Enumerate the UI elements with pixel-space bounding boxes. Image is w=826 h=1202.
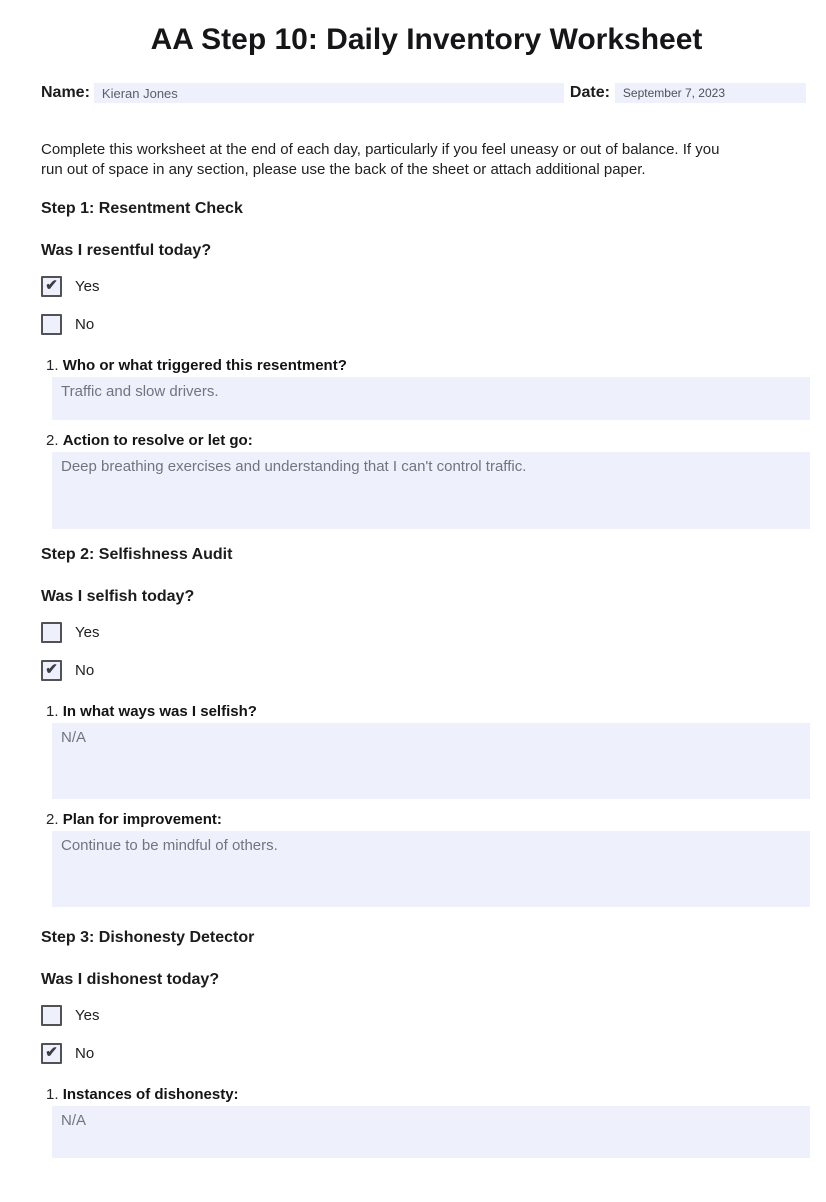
question-prompt bbox=[41, 357, 812, 375]
question-text: Plan for improvement: bbox=[62, 811, 222, 828]
option-row-no bbox=[41, 660, 812, 681]
question-item bbox=[41, 811, 812, 907]
question-text: Action to resolve or let go: bbox=[62, 432, 253, 449]
answer-textarea[interactable]: N/A bbox=[52, 723, 810, 799]
checkmark-icon: ✔ bbox=[45, 277, 58, 294]
section-dishonesty-detector bbox=[41, 929, 812, 1158]
section-heading: Step 3: Dishonesty Detector bbox=[41, 929, 255, 946]
option-row-yes bbox=[41, 1005, 812, 1026]
question-item bbox=[41, 703, 812, 799]
question-item bbox=[41, 1086, 812, 1158]
section-resentment-check bbox=[41, 200, 812, 529]
question-text: In what ways was I selfish? bbox=[62, 703, 257, 720]
page-title: AA Step 10: Daily Inventory Worksheet bbox=[150, 23, 703, 56]
no-checkbox[interactable] bbox=[41, 660, 62, 681]
checkmark-icon: ✔ bbox=[45, 1044, 58, 1061]
option-label-no: No bbox=[75, 1045, 95, 1062]
question-number: 1. bbox=[46, 357, 59, 374]
section-heading: Step 1: Resentment Check bbox=[41, 200, 243, 217]
no-checkbox[interactable] bbox=[41, 1043, 62, 1064]
yes-checkbox[interactable] bbox=[41, 622, 62, 643]
option-label-yes: Yes bbox=[75, 278, 100, 295]
section-question: Was I selfish today? bbox=[41, 588, 195, 605]
question-item bbox=[41, 432, 812, 529]
question-text: Instances of dishonesty: bbox=[62, 1086, 239, 1103]
name-input[interactable]: Kieran Jones bbox=[94, 83, 564, 103]
name-label: Name: bbox=[41, 84, 90, 101]
no-checkbox[interactable] bbox=[41, 314, 62, 335]
option-label-yes: Yes bbox=[75, 1007, 100, 1024]
question-prompt bbox=[41, 811, 812, 829]
checkmark-icon: ✔ bbox=[45, 661, 58, 678]
answer-textarea[interactable]: N/A bbox=[52, 1106, 810, 1158]
yes-checkbox[interactable] bbox=[41, 276, 62, 297]
question-number: 1. bbox=[46, 703, 59, 720]
question-number: 1. bbox=[46, 1086, 59, 1103]
question-text: Who or what triggered this resentment? bbox=[62, 357, 347, 374]
question-prompt bbox=[41, 432, 812, 450]
question-prompt bbox=[41, 703, 812, 721]
answer-textarea[interactable]: Deep breathing exercises and understanding that I can't control traffic. bbox=[52, 452, 810, 529]
yes-checkbox[interactable] bbox=[41, 1005, 62, 1026]
option-row-no bbox=[41, 314, 812, 335]
option-label-no: No bbox=[75, 662, 95, 679]
question-prompt bbox=[41, 1086, 812, 1104]
option-row-yes bbox=[41, 276, 812, 297]
name-date-row bbox=[41, 83, 812, 103]
question-number: 2. bbox=[46, 811, 59, 828]
date-label: Date: bbox=[569, 84, 610, 101]
option-row-no bbox=[41, 1043, 812, 1064]
option-label-yes: Yes bbox=[75, 624, 100, 641]
section-question: Was I resentful today? bbox=[41, 242, 212, 259]
date-input[interactable]: September 7, 2023 bbox=[615, 83, 806, 103]
instructions-text: Complete this worksheet at the end of each day, particularly if you feel uneasy or out of balance. If you run out of space in any section, please use the back of the sheet or attach additional paper. bbox=[41, 141, 720, 178]
option-label-no: No bbox=[75, 316, 95, 333]
answer-textarea[interactable]: Traffic and slow drivers. bbox=[52, 377, 810, 420]
option-row-yes bbox=[41, 622, 812, 643]
section-heading: Step 2: Selfishness Audit bbox=[41, 546, 233, 563]
section-question: Was I dishonest today? bbox=[41, 971, 220, 988]
question-item bbox=[41, 357, 812, 420]
section-selfishness-audit bbox=[41, 546, 812, 907]
question-number: 2. bbox=[46, 432, 59, 449]
answer-textarea[interactable]: Continue to be mindful of others. bbox=[52, 831, 810, 907]
